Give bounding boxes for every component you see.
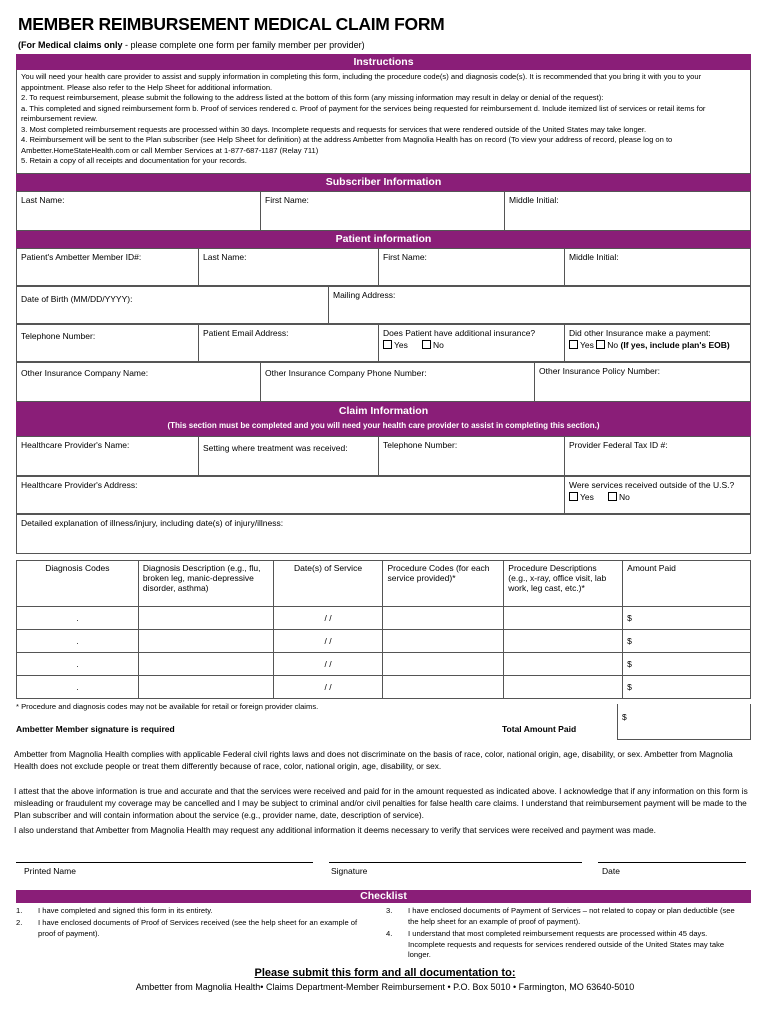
signature-required-label: Ambetter Member signature is required [16, 724, 175, 734]
table-row [17, 676, 751, 699]
field-label: Does Patient have additional insurance? [383, 328, 536, 338]
additional-insurance-field [379, 325, 565, 361]
form-subtitle [18, 40, 365, 50]
patient-dob-field[interactable] [17, 287, 329, 323]
checklist-number: 4. [386, 929, 393, 938]
table-header-row [17, 561, 751, 607]
claim-title: Claim Information [338, 405, 429, 417]
field-label: Other Insurance Company Name: [21, 368, 149, 378]
claim-row-3 [16, 514, 751, 554]
col-header-procedure-descriptions: Procedure Descriptions (e.g., x-ray, office visit, lab work, leg cast, etc.)* [504, 561, 623, 607]
no-checkbox[interactable] [422, 340, 431, 349]
diagnosis-description-cell[interactable] [138, 676, 273, 699]
form-title: MEMBER REIMBURSEMENT MEDICAL CLAIM FORM [18, 14, 445, 34]
patient-row-4 [16, 362, 751, 402]
yes-checkbox[interactable] [569, 492, 578, 501]
field-label: Provider Federal Tax ID #: [569, 440, 668, 450]
checklist-text: I understand that most completed reimbursement requests are processed within 45 days. Incomplete requests and requests for services rendered outside of the United States may take longer. [408, 929, 725, 959]
checklist-header: Checklist [16, 890, 751, 903]
procedure-code-cell[interactable] [383, 653, 504, 676]
attestation-text: I attest that the above information is true and accurate and that the services were received and paid for in the amount requested as indicated above. I acknowledge that if any information on this form is misleading or fraudulent my coverage may be cancelled and I may be subject to criminal and/or civil penalties for false health care claims. I understand that reimbursement payment will be made to the Plan subscriber and will contain information about the service (e.g., provider name, date, description of service). [14, 786, 748, 820]
field-label: Patient Email Address: [203, 328, 289, 338]
subscriber-last-name-field[interactable] [17, 192, 261, 230]
provider-name-field[interactable] [17, 437, 199, 475]
claim-subtitle: (This section must be completed and you will need your health care provider to assist in completing this section.) [167, 421, 600, 430]
instructions-header: Instructions [16, 54, 751, 70]
instructions-body [16, 70, 751, 174]
amount-paid-cell[interactable]: $ [623, 607, 751, 630]
provider-address-field[interactable] [17, 477, 565, 513]
compliance-notice: Ambetter from Magnolia Health complies with applicable Federal civil rights laws and does not discriminate on the basis of race, color, national origin, age, disability, or sex. Ambetter from Magnolia Health does not exclude people or treat them differently because of race, color, national origin, age, disability, or sex. [14, 749, 733, 771]
no-checkbox[interactable] [608, 492, 617, 501]
field-label: Healthcare Provider's Name: [21, 440, 130, 450]
field-label: Healthcare Provider's Address: [21, 480, 138, 490]
subscriber-header: Subscriber Information [16, 174, 751, 191]
total-amount-label: Total Amount Paid [502, 724, 577, 734]
patient-member-id-field[interactable] [17, 249, 199, 285]
signature-label: Signature [331, 866, 368, 876]
diagnosis-description-cell[interactable] [138, 630, 273, 653]
yes-label: Yes [580, 340, 594, 350]
table-row [17, 630, 751, 653]
patient-header: Patient information [16, 231, 751, 248]
field-label: Other Insurance Policy Number: [539, 366, 660, 376]
field-label: Last Name: [21, 195, 65, 205]
yes-label: Yes [394, 340, 408, 350]
instruction-line: 2. To request reimbursement, please submit the following to the address listed at the bottom of this form (any missing information may result in delay or denial of the request): [21, 93, 604, 102]
submit-heading: Please submit this form and all documentation to: [254, 967, 516, 979]
no-checkbox[interactable] [596, 340, 605, 349]
amount-paid-cell[interactable]: $ [623, 676, 751, 699]
field-label: Other Insurance Company Phone Number: [265, 368, 427, 378]
patient-email-field[interactable] [199, 325, 379, 361]
attestation-text-2: I also understand that Ambetter from Magnolia Health may request any additional information it deems necessary to verify that services were received and payment was made. [14, 825, 656, 835]
field-label: Telephone Number: [21, 331, 96, 341]
yes-checkbox[interactable] [569, 340, 578, 349]
procedure-code-cell[interactable] [383, 607, 504, 630]
checklist-item [16, 906, 366, 918]
claim-header [16, 402, 751, 436]
field-label: Telephone Number: [383, 440, 458, 450]
field-label: Were services received outside of the U.S.? [569, 480, 735, 490]
diagnosis-description-cell[interactable] [138, 607, 273, 630]
procedure-code-cell[interactable] [383, 676, 504, 699]
diagnosis-code-cell[interactable]: . [17, 607, 139, 630]
col-header-diagnosis-codes: Diagnosis Codes [17, 561, 139, 607]
service-date-cell[interactable]: / / [273, 676, 383, 699]
table-row [17, 607, 751, 630]
other-insurance-phone-field[interactable] [261, 363, 535, 401]
patient-row-2 [16, 286, 751, 324]
subtitle-bold: (For Medical claims only [18, 40, 123, 50]
instruction-line: You will need your health care provider to assist and supply information in completing this form, including the procedure code(s) and diagnosis code(s). It is recommended that you bring it with you to your appointment. Please also refer to the Help Sheet for additional information. [21, 72, 702, 92]
diagnosis-code-cell[interactable]: . [17, 653, 139, 676]
checklist-number: 1. [16, 906, 23, 915]
subtitle-rest: - please complete one form per family member per provider) [122, 40, 365, 50]
patient-last-name-field[interactable] [199, 249, 379, 285]
total-amount-value: $ [622, 712, 627, 722]
procedure-description-cell[interactable] [504, 630, 623, 653]
checklist-number: 3. [386, 906, 393, 915]
field-label: Setting where treatment was received: [203, 443, 348, 453]
outside-us-field [565, 477, 750, 513]
subscriber-middle-initial-field[interactable] [505, 192, 750, 230]
amount-paid-cell[interactable]: $ [623, 630, 751, 653]
field-label: Date of Birth (MM/DD/YYYY): [21, 294, 133, 304]
no-label: No [619, 492, 630, 502]
total-amount-field[interactable] [617, 704, 751, 740]
instruction-line: a. This completed and signed reimbursement form b. Proof of services rendered c. Proof of payment for the services being requested for reimbursement d. Include itemized list of services or retail items for reimbursement review. [21, 103, 706, 123]
procedure-code-cell[interactable] [383, 630, 504, 653]
patient-first-name-field[interactable] [379, 249, 565, 285]
other-insurance-payment-field [565, 325, 750, 361]
checklist-item [386, 906, 746, 930]
diagnosis-description-cell[interactable] [138, 653, 273, 676]
subscriber-first-name-field[interactable] [261, 192, 505, 230]
checklist-item [16, 918, 366, 942]
checklist-text: I have enclosed documents of Proof of Services received (see the help sheet for an example of proof of payment). [38, 918, 358, 938]
printed-name-label: Printed Name [24, 866, 76, 876]
other-insurance-company-field[interactable] [17, 363, 261, 401]
illness-explanation-field[interactable] [17, 515, 750, 553]
instruction-line: 4. Reimbursement will be sent to the Plan subscriber (see Help Sheet for definition) at the address Ambetter from Magnolia Health has on record (To view your address of record, please log on to Ambetter.HomeStateHealth.com or call Member Services at 1-877-687-1187 (Relay 711) [21, 135, 673, 155]
checklist-item [386, 929, 746, 963]
other-insurance-policy-field[interactable] [535, 363, 750, 401]
field-label: Detailed explanation of illness/injury, including date(s) of injury/illness: [21, 518, 284, 528]
field-label: Last Name: [203, 252, 247, 262]
col-header-procedure-codes: Procedure Codes (for each service provided)* [383, 561, 504, 607]
submit-address: Ambetter from Magnolia Health• Claims Department-Member Reimbursement • P.O. Box 5010 • Farmington, MO 63640-5010 [135, 982, 635, 992]
diagnosis-code-cell[interactable]: . [17, 676, 139, 699]
field-label: First Name: [265, 195, 309, 205]
instruction-line: 5. Retain a copy of all receipts and documentation for your records. [21, 156, 247, 165]
table-footnote: * Procedure and diagnosis codes may not be available for retail or foreign provider claims. [16, 702, 319, 711]
patient-mailing-address-field[interactable] [329, 287, 750, 323]
checklist-text: I have completed and signed this form in its entirety. [38, 906, 213, 915]
field-label: First Name: [383, 252, 427, 262]
printed-name-line[interactable] [16, 862, 313, 863]
no-label: No [607, 340, 619, 350]
amount-paid-cell[interactable]: $ [623, 653, 751, 676]
eob-note: (If yes, include plan's EOB) [620, 340, 730, 350]
field-label: Patient's Ambetter Member ID#: [21, 252, 142, 262]
field-label: Middle Initial: [569, 252, 619, 262]
date-label: Date [602, 866, 620, 876]
procedure-description-cell[interactable] [504, 607, 623, 630]
table-row [17, 653, 751, 676]
instruction-line: 3. Most completed reimbursement requests are processed within 30 days. Incomplete requests and requests for services that were rendered outside of the United States may take longer. [21, 124, 647, 134]
provider-tax-id-field[interactable] [565, 437, 750, 475]
col-header-amount-paid: Amount Paid [623, 561, 751, 607]
diagnosis-table [16, 560, 751, 699]
patient-telephone-field[interactable] [17, 325, 199, 361]
col-header-diagnosis-description: Diagnosis Description (e.g., flu, broken leg, manic-depressive disorder, asthma) [138, 561, 273, 607]
signature-line[interactable] [329, 862, 582, 863]
subscriber-row [16, 191, 751, 231]
patient-row-3 [16, 324, 751, 362]
instructions-section [16, 54, 751, 174]
no-label: No [433, 340, 444, 350]
col-header-dates: Date(s) of Service [273, 561, 383, 607]
service-date-cell[interactable]: / / [273, 630, 383, 653]
provider-telephone-field[interactable] [379, 437, 565, 475]
claim-row-1 [16, 436, 751, 476]
claim-row-2 [16, 476, 751, 514]
yes-checkbox[interactable] [383, 340, 392, 349]
field-label: Mailing Address: [333, 290, 396, 300]
field-label: Middle Initial: [509, 195, 559, 205]
treatment-setting-field[interactable] [199, 437, 379, 475]
patient-row-1 [16, 248, 751, 286]
field-label: Did other Insurance make a payment: [569, 328, 711, 338]
service-date-cell[interactable]: / / [273, 607, 383, 630]
diagnosis-code-cell[interactable]: . [17, 630, 139, 653]
date-line[interactable] [598, 862, 746, 863]
yes-label: Yes [580, 492, 594, 502]
service-date-cell[interactable]: / / [273, 653, 383, 676]
checklist-text: I have enclosed documents of Payment of Services – not related to copay or plan deductible (see the help sheet for an example of proof of payment). [408, 906, 735, 926]
procedure-description-cell[interactable] [504, 676, 623, 699]
procedure-description-cell[interactable] [504, 653, 623, 676]
checklist-number: 2. [16, 918, 23, 927]
patient-middle-initial-field[interactable] [565, 249, 750, 285]
